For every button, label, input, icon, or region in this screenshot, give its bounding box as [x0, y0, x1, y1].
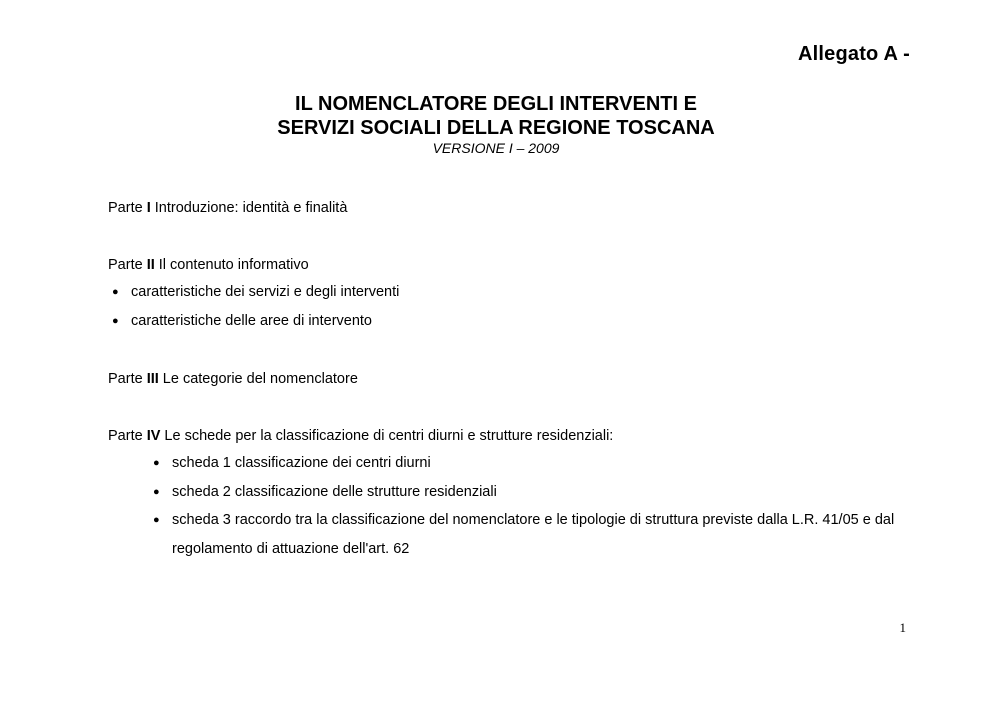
bullet-icon: ● [153, 485, 160, 498]
section-part-1-number: I [146, 200, 151, 216]
section-part-2 [108, 256, 309, 274]
list-item [153, 478, 912, 507]
bullet-icon: ● [153, 514, 160, 526]
list-item-text: scheda 1 classificazione dei centri diurni [172, 455, 431, 471]
list-item-text: scheda 3 raccordo tra la classificazione del nomenclatore e le tipologie di struttura previste dalla L.R. 41/05 e dal regolamento di attuazione dell'art. 62 [172, 512, 895, 557]
section-part-4-prefix: Parte [108, 428, 147, 444]
document-title-block [0, 92, 992, 157]
section-part-2-text: Il contenuto informativo [154, 257, 309, 273]
bullet-icon: ● [112, 314, 119, 327]
page-number: 1 [899, 620, 906, 635]
list-item [153, 506, 912, 563]
document-version: VERSIONE I – 2009 [432, 140, 560, 156]
section-part-1-prefix: Parte [108, 200, 147, 216]
list-item [112, 307, 399, 336]
section-part-4-text: Le schede per la classificazione di centri diurni e strutture residenziali: [160, 428, 614, 444]
bullet-icon: ● [112, 286, 119, 298]
document-title-line-2: SERVIZI SOCIALI DELLA REGIONE TOSCANA [277, 117, 715, 139]
section-part-3-number: III [146, 371, 159, 387]
list-item [153, 449, 912, 478]
section-part-1-text: Introduzione: identità e finalità [150, 200, 348, 216]
list-item-text: scheda 2 classificazione delle strutture residenziali [172, 483, 497, 500]
section-part-4 [108, 427, 613, 445]
annex-label: Allegato A - [797, 43, 910, 65]
section-part-2-number: II [146, 257, 155, 273]
document-title-line-1: IL NOMENCLATORE DEGLI INTERVENTI E [295, 93, 697, 115]
section-part-3 [108, 370, 358, 388]
list-item [112, 278, 400, 307]
section-part-3-text: Le categorie del nomenclatore [158, 371, 358, 387]
section-part-3-prefix: Parte [108, 371, 147, 387]
section-part-2-list [112, 278, 400, 335]
section-part-2-prefix: Parte [108, 257, 147, 273]
section-part-1 [108, 199, 347, 217]
bullet-icon: ● [153, 457, 160, 469]
list-item-text: caratteristiche dei servizi e degli interventi [131, 284, 400, 300]
section-part-4-list [153, 449, 912, 563]
section-part-4-number: IV [146, 428, 161, 444]
list-item-text: caratteristiche delle aree di intervento [131, 312, 372, 329]
